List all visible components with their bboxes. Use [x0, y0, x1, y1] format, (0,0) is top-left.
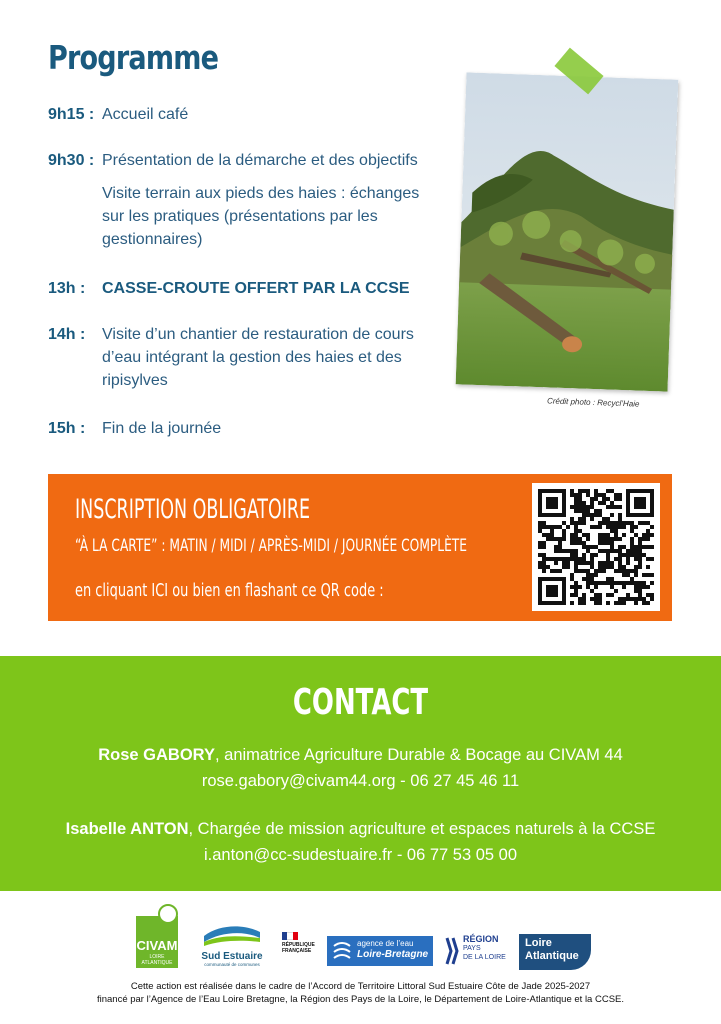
programme-title: Programme	[48, 38, 219, 77]
programme-text: Fin de la journée	[102, 420, 222, 437]
flag-icon	[282, 932, 298, 940]
link-post-text: ou bien en flashant ce QR code :	[168, 580, 384, 601]
region-mark-icon	[445, 936, 459, 966]
partner-logos	[0, 898, 721, 978]
water-icon	[331, 940, 353, 962]
programme-item	[48, 277, 438, 301]
programme-item	[48, 417, 438, 441]
sud-estuaire-text: Sud Estuaire	[201, 951, 263, 962]
programme-time: 13h :	[48, 280, 86, 297]
agence-text-1: agence de l’eau	[357, 939, 414, 948]
programme-text: CASSE-CROUTE OFFERT PAR LA CCSE	[102, 280, 410, 297]
region-logo	[445, 934, 509, 968]
region-text-1: RÉGION	[463, 934, 499, 944]
wave-icon	[200, 922, 264, 946]
leaf-icon	[158, 904, 178, 924]
contact-person-line	[0, 746, 721, 765]
programme-time: 15h :	[48, 420, 86, 437]
link-pre-text: en cliquant	[75, 580, 152, 601]
inscription-link-text	[75, 580, 384, 601]
republique-text: RÉPUBLIQUE FRANÇAISE	[282, 942, 315, 954]
footer-line-1: Cette action est réalisée dans le cadre de l’Accord de Territoire Littoral Sud Estuaire Côte de Jade 2025-2027	[130, 981, 591, 992]
qr-code[interactable]	[532, 483, 660, 611]
region-text-3: DE LA LOIRE	[463, 954, 506, 961]
loire-atlantique-logo	[519, 934, 591, 970]
agence-eau-logo	[327, 936, 433, 966]
contact-details[interactable]: rose.gabory@civam44.org - 06 27 45 46 11	[201, 772, 520, 790]
agence-text-2: Loire-Bretagne	[357, 949, 429, 960]
inscription-options: “À LA CARTE” : MATIN / MIDI / APRÈS-MIDI / JOURNÉE COMPLÈTE	[75, 536, 468, 556]
contact-details[interactable]: i.anton@cc-sudestuaire.fr - 06 77 53 05 00	[203, 846, 518, 864]
programme-text: Présentation de la démarche et des objectifs	[102, 152, 418, 169]
programme-time: 9h15 :	[48, 106, 95, 123]
contact-section	[0, 656, 721, 891]
inscription-link[interactable]: ICI	[151, 580, 169, 601]
contact-name: Rose GABORY	[98, 746, 215, 764]
programme-time: 9h30 :	[48, 152, 95, 169]
programme-text: Accueil café	[102, 106, 189, 123]
programme-time: 14h :	[48, 326, 86, 343]
photo-credit: Crédit photo : Recycl’Haie	[546, 396, 640, 409]
inscription-title: INSCRIPTION OBLIGATOIRE	[75, 494, 311, 525]
inscription-banner	[48, 474, 672, 621]
civam-text: CIVAM	[136, 938, 178, 953]
footer-line-2: financé par l’Agence de l’Eau Loire Bretagne, la Région des Pays de la Loire, le Département de Loire-Atlantique et la CCSE.	[96, 994, 625, 1005]
programme-item	[48, 323, 438, 393]
contact-name: Isabelle ANTON	[65, 820, 189, 838]
civam-logo	[136, 916, 178, 968]
atlantique-text: Atlantique	[525, 950, 579, 962]
contact-role: , Chargée de mission agriculture et espaces naturels à la CCSE	[188, 820, 656, 838]
civam-subtext: LOIRE ATLANTIQUE	[141, 954, 173, 966]
contact-role: , animatrice Agriculture Durable & Bocage au CIVAM 44	[214, 746, 623, 764]
sud-estuaire-subtext: communauté de communes	[204, 962, 260, 967]
contact-title: CONTACT	[292, 682, 429, 723]
programme-text: Visite terrain aux pieds des haies : échanges sur les pratiques (présentations par les gestionnaires)	[102, 185, 420, 248]
contact-person-line	[0, 820, 721, 839]
programme-text: Visite d’un chantier de restauration de cours d’eau intégrant la gestion des haies et des ripisylves	[102, 326, 414, 389]
programme-item	[48, 182, 438, 252]
programme-item	[48, 149, 438, 173]
sud-estuaire-logo	[200, 922, 264, 966]
region-text-2: PAYS	[463, 945, 481, 952]
loire-text: Loire	[525, 937, 552, 949]
hedge-photo	[456, 72, 679, 391]
programme-item	[48, 103, 438, 127]
republique-logo	[282, 932, 320, 968]
